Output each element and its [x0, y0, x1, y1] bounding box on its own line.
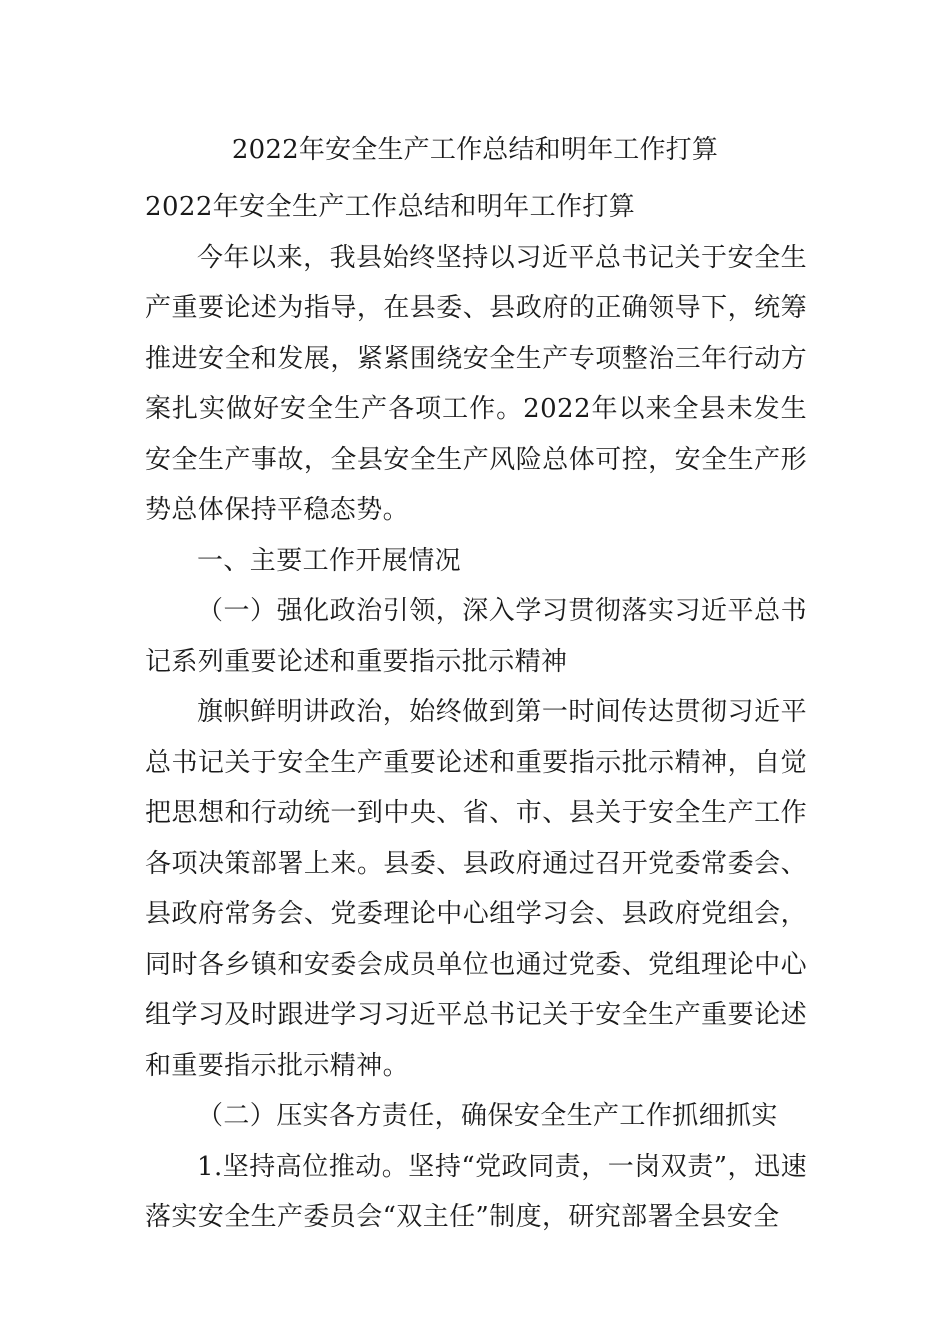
body-paragraph: 1.坚持高位推动。坚持“党政同责，一岗双责”，迅速落实安全生产委员会“双主任”制度，研究部署全县安全 — [145, 1151, 807, 1232]
document-subtitle: 2022年安全生产工作总结和明年工作打算 — [145, 192, 636, 222]
section-heading: 一、主要工作开展情况 — [197, 545, 462, 576]
body-paragraph: 旗帜鲜明讲政治，始终做到第一时间传达贯彻习近平总书记关于安全生产重要论述和重要指示批示精神，自觉把思想和行动统一到中央、省、市、县关于安全生产工作各项决策部署上来。县委、县政府通过召开党委常委会、县政府常务会、党委理论中心组学习会、县政府党组会，同时各乡镇和安委会成员单位也通过党委、党组理论中心组学习及时跟进学习习近平总书记关于安全生产重要论述和重要指示批示精神。 — [145, 697, 807, 1081]
intro-paragraph: 今年以来，我县始终坚持以习近平总书记关于安全生产重要论述为指导，在县委、县政府的正确领导下，统筹推进安全和发展，紧紧围绕安全生产专项整治三年行动方案扎实做好安全生产各项工作。2022年以来全县未发生安全生产事故，全县安全生产风险总体可控，安全生产形势总体保持平稳态势。 — [145, 242, 807, 525]
subsection-heading: （一）强化政治引领，深入学习贯彻落实习近平总书记系列重要论述和重要指示批示精神 — [145, 596, 807, 677]
document-title: 2022年安全生产工作总结和明年工作打算 — [231, 135, 719, 165]
subsection-heading: （二）压实各方责任，确保安全生产工作抓细抓实 — [197, 1101, 778, 1131]
document-body — [145, 182, 807, 1243]
